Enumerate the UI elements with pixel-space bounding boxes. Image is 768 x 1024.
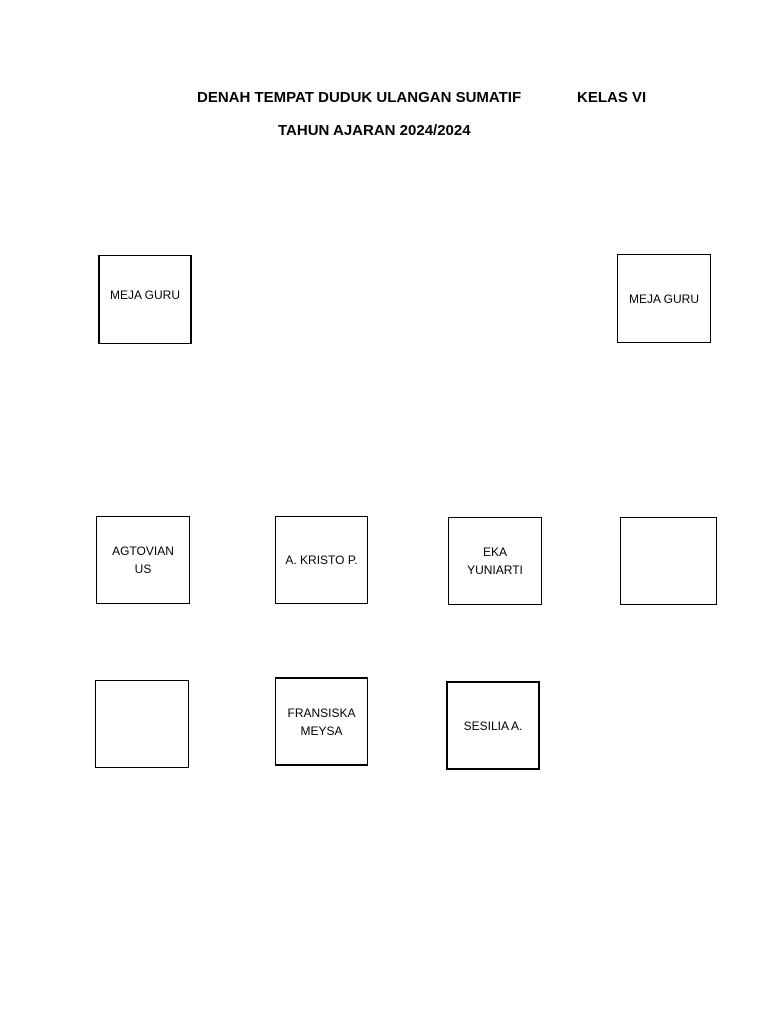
document-title: DENAH TEMPAT DUDUK ULANGAN SUMATIF <box>197 89 522 106</box>
student-desk-empty <box>95 680 189 768</box>
class-label: KELAS VI <box>577 89 647 106</box>
teacher-desk-right <box>617 254 711 343</box>
student-desk-empty <box>620 517 717 605</box>
student-desk <box>448 517 542 605</box>
student-name: SESILIA A. <box>463 718 523 733</box>
student-desk <box>275 677 368 766</box>
student-desk <box>96 516 190 604</box>
school-year: TAHUN AJARAN 2024/2024 <box>278 122 471 139</box>
student-desk <box>446 681 540 770</box>
student-name: A. KRISTO P. <box>285 553 358 567</box>
student-desk <box>275 516 368 604</box>
student-name: AGTOVIANUS <box>112 544 174 576</box>
teacher-desk-label: MEJA GURU <box>109 288 180 302</box>
student-name: EKA YUNIARTI <box>467 545 523 577</box>
teacher-desk-label: MEJA GURU <box>628 291 699 306</box>
student-name: FRANSISKA MEYSA <box>287 705 356 738</box>
teacher-desk-left <box>98 255 192 344</box>
